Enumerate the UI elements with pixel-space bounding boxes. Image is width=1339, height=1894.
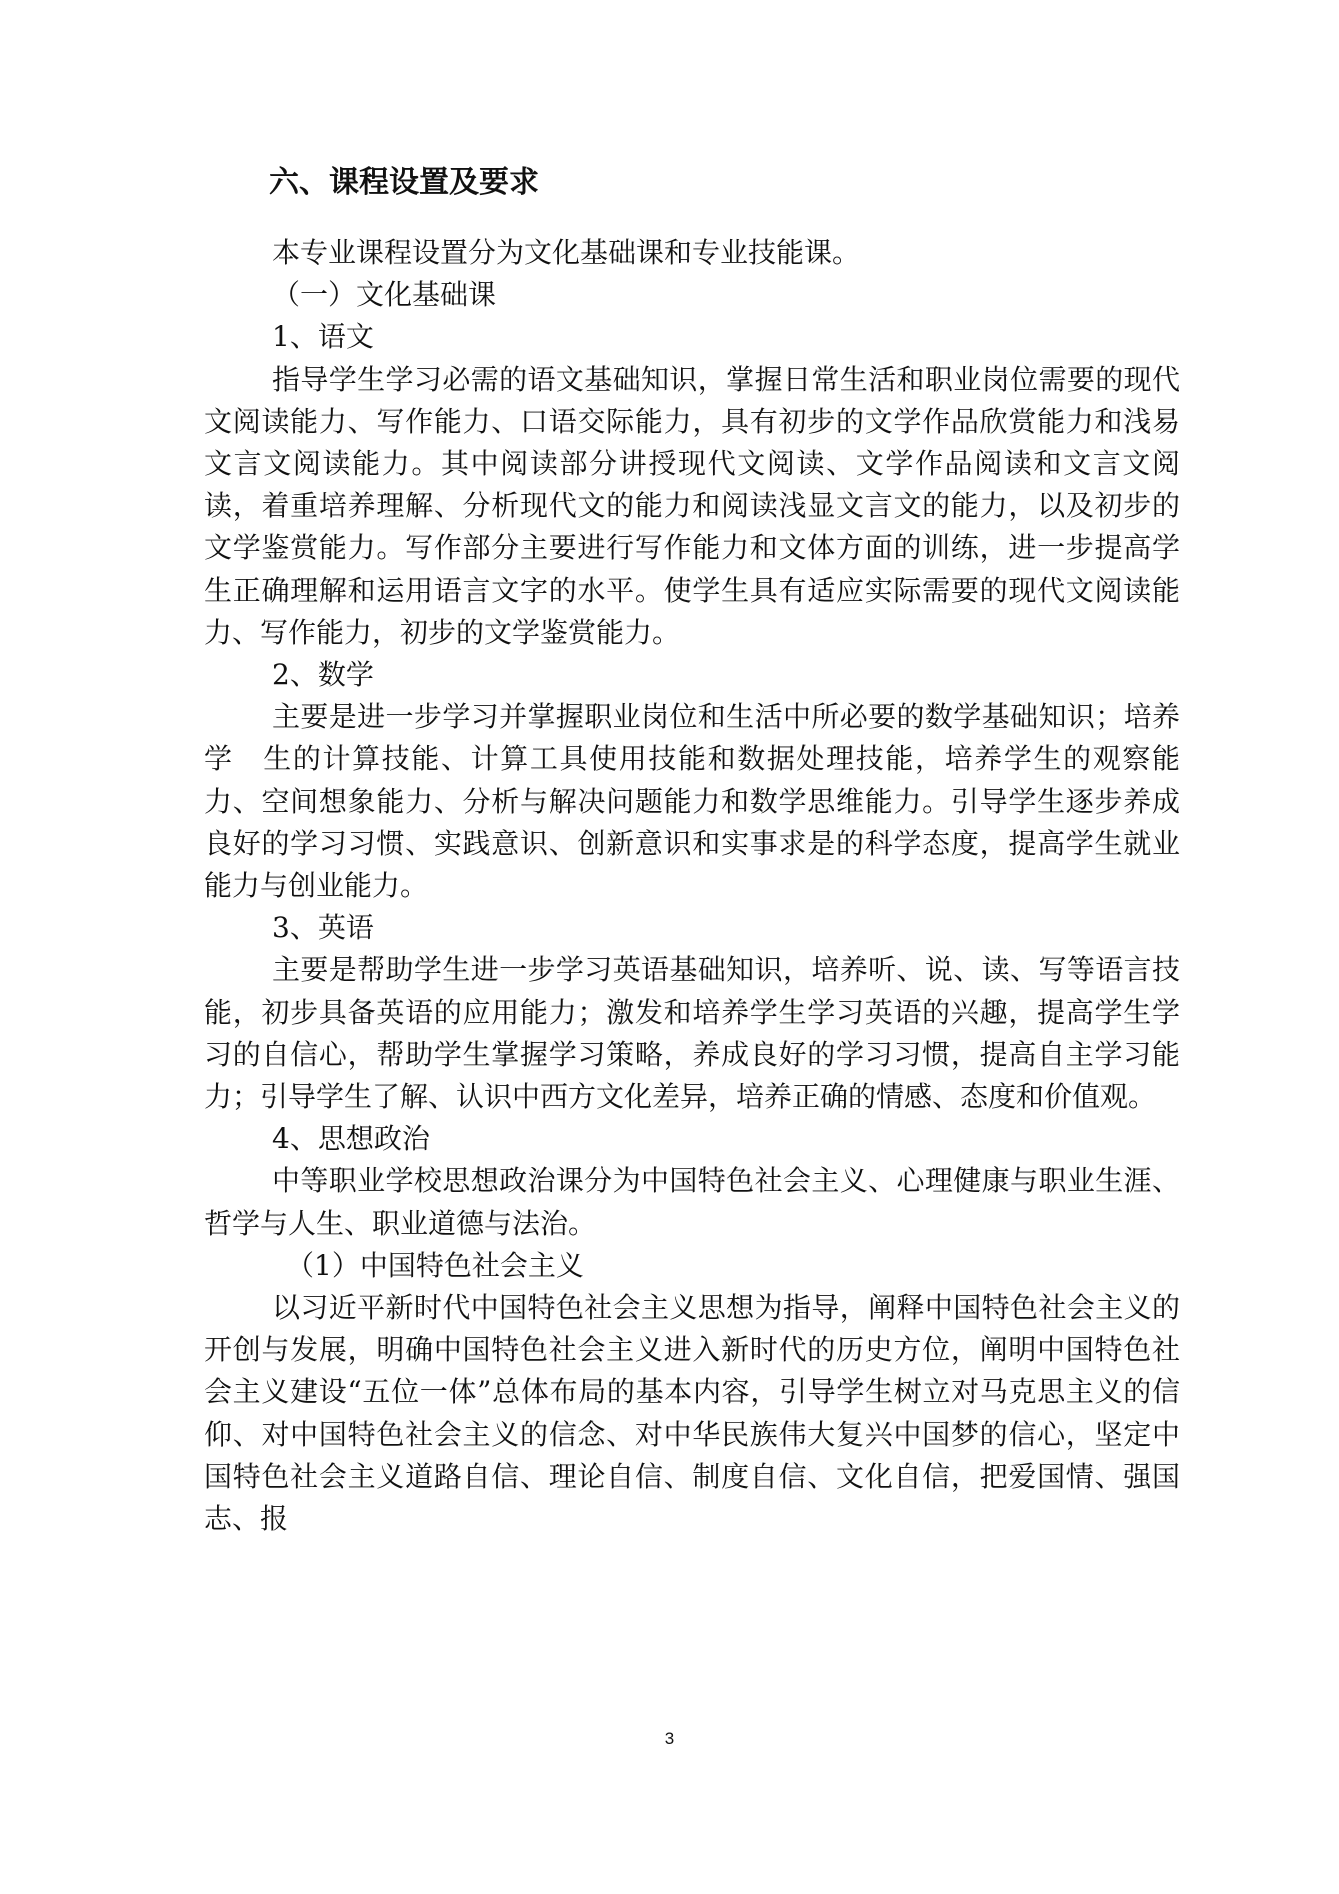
page-number: 3 (664, 1729, 675, 1748)
intro-paragraph: 本专业课程设置分为文化基础课和专业技能课。 (272, 236, 861, 269)
course-description-math: 主要是进一步学习并掌握职业岗位和生活中所必要的数学基础知识；培养学 生的计算技能、计算工具使用技能和数据处理技能，培养学生的观察能力、空间想象能力、分析与解决问题能力和数学思维能力。引导学生逐步养成良好的学习习惯、实践意识、创新意识和实事求是的科学态度，提高学生就业能力与创业能力。 (204, 700, 1180, 903)
document-body (204, 232, 1180, 1540)
course-description-chinese: 指导学生学习必需的语文基础知识，掌握日常生活和职业岗位需要的现代文阅读能力、写作能力、口语交际能力，具有初步的文学作品欣赏能力和浅易文言文阅读能力。其中阅读部分讲授现代文阅读、文学作品阅读和文言文阅读，着重培养理解、分析现代文的能力和阅读浅显文言文的能力，以及初步的文学鉴赏能力。写作部分主要进行写作能力和文体方面的训练，进一步提高学生正确理解和运用语言文字的水平。使学生具有适应实际需要的现代文阅读能力、写作能力，初步的文学鉴赏能力。 (204, 362, 1180, 649)
politics-subcourse-title: （1）中国特色社会主义 (286, 1248, 584, 1282)
course-title-politics: 4、思想政治 (272, 1122, 430, 1156)
course-title-english: 3、英语 (272, 911, 374, 945)
course-title-chinese: 1、语文 (272, 320, 374, 354)
course-title-math: 2、数学 (272, 658, 374, 692)
subsection-title: （一）文化基础课 (272, 278, 497, 312)
section-heading: 六、课程设置及要求 (269, 165, 539, 200)
politics-subcourse-description: 以习近平新时代中国特色社会主义思想为指导，阐释中国特色社会主义的开创与发展，明确中国特色社会主义进入新时代的历史方位，阐明中国特色社会主义建设“五位一体”总体布局的基本内容，引导学生树立对马克思主义的信仰、对中国特色社会主义的信念、对中华民族伟大复兴中国梦的信心，坚定中国特色社会主义道路自信、理论自信、制度自信、文化自信，把爱国情、强国志、报 (204, 1291, 1180, 1536)
course-description-politics: 中等职业学校思想政治课分为中国特色社会主义、心理健康与职业生涯、哲学与人生、职业道德与法治。 (204, 1164, 1180, 1240)
course-description-english: 主要是帮助学生进一步学习英语基础知识，培养听、说、读、写等语言技能，初步具备英语的应用能力；激发和培养学生学习英语的兴趣，提高学生学习的自信心，帮助学生掌握学习策略，养成良好的学习习惯，提高自主学习能力；引导学生了解、认识中西方文化差异，培养正确的情感、态度和价值观。 (204, 953, 1180, 1114)
